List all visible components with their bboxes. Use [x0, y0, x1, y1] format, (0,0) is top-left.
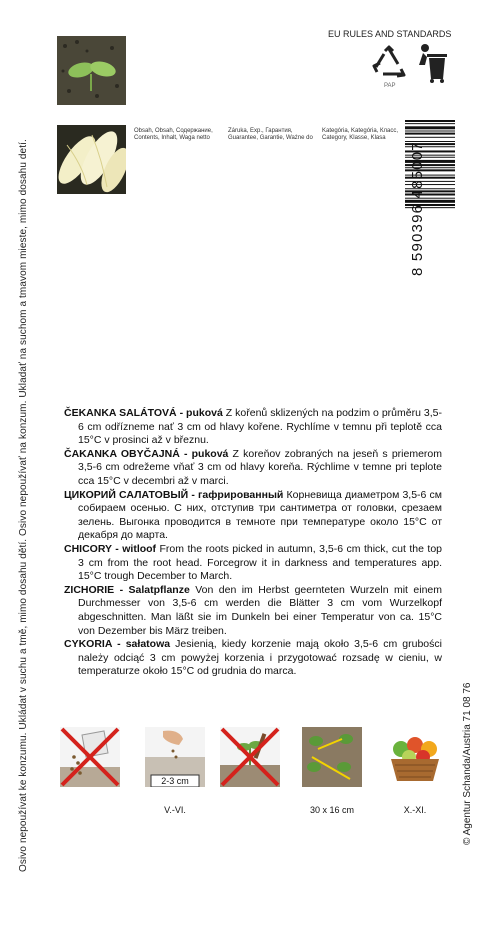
paragraph-english: CHICORY - witloof From the roots picked in autumn, 3,5-6 cm thick, cut the top 3 cm from the root head. Forcegrow it in darkness and temperatures app. 15°C trough December to March. — [64, 542, 442, 583]
description-text — [64, 407, 442, 679]
category-label: Kategória, Kategória, Класс, Category, Klasse, Klasa — [322, 128, 399, 141]
paragraph-slovak: ČAKANKA OBYČAJNÁ - puková Z koreňov zobraných na jeseň s priemerom 3,5-6 cm odrežeme vňať 3 cm od hlavy koreňa. Rýchlime v temne pri teplote cca 15°C v decembri až v marci. — [64, 447, 443, 487]
chicory-image — [57, 125, 126, 194]
sowing-hand-icon — [145, 727, 205, 787]
pap-label: PAP — [384, 83, 396, 89]
eu-rules-title: EU RULES AND STANDARDS — [328, 29, 452, 39]
contents-label: Obsah, Obsah, Содержание, Contents, Inhalt, Waga netto — [134, 128, 213, 141]
sowing-period-caption: V.-VI. — [164, 805, 186, 815]
copyright-text: © Agentur Schanda/Austria 71 08 76 — [462, 682, 473, 845]
direct-sowing-panel — [145, 727, 205, 787]
recycle-icon — [371, 45, 407, 81]
no-indoor-sowing-panel — [60, 727, 120, 787]
guarantee-label: Záruka, Exp., Гарантия, Guarantee, Garantie, Ważne do — [228, 128, 313, 141]
barcode-number: 8 590396 485007 — [409, 141, 426, 276]
harvest-panel — [385, 727, 445, 787]
transplant-icon — [220, 727, 280, 787]
vegetable-basket-icon — [385, 727, 445, 787]
spacing-caption: 30 x 16 cm — [309, 805, 355, 815]
sowing-depth-label: 2-3 cm — [161, 776, 189, 786]
paragraph-czech: ČEKANKA SALÁTOVÁ - puková Z kořenů sklizených na podzim o průměru 3,5-6 cm odřízneme nať 3 cm od hlavy kořene. Rychlíme v temnu při teplotě cca 15°C v prosinci až v březnu. — [64, 407, 442, 447]
no-transplanting-panel — [220, 727, 280, 787]
harvest-period-caption: X.-XI. — [403, 805, 427, 815]
chicory-photo — [57, 125, 126, 194]
spacing-panel — [302, 727, 362, 787]
seedling-photo — [57, 36, 126, 105]
paragraph-polish: CYKORIA - sałatowa Jesienią, kiedy korzenie mają około 3,5-6 cm grubości należy odciąć 3 cm powyżej korzenia i przygotować rozsadę w cieniu, w temperaturze około 15°C od grudnia do marca. — [64, 638, 442, 678]
trash-bin-icon — [415, 41, 451, 85]
seedling-image — [57, 36, 126, 105]
storage-warning-text: Osivo nepoužívat ke konzumu. Ukládat v suchu a tmě, mimo dosahu dětí. Osivo nepoužívať na konzum. Ukladať na suchom a tmavom mieste, mimo dosahu detí. — [18, 139, 29, 872]
seed-packet-icon — [60, 727, 120, 787]
paragraph-german: ZICHORIE - Salatpflanze Von den im Herbst geernteten Wurzeln mit einem Durchmesser von 3,5-6 cm werden die Blätter 3 cm vom Wurzelkopf abgeschnitten. Man läßt sie im Dunkeln bei einer Temperatur von ca. 15°C von Dezember bis März treiben. — [64, 583, 442, 637]
paragraph-russian: ЦИКОРИЙ САЛАТОВЫЙ - гафрированный Корневища диаметром 3,5-6 см собираем осенью. С них, отступив три сантиметра от головки, срезаем зелень. Выгонка проводится в темноте при температуре около 15°С от декабря до марта. — [64, 488, 442, 542]
plant-spacing-icon — [302, 727, 362, 787]
